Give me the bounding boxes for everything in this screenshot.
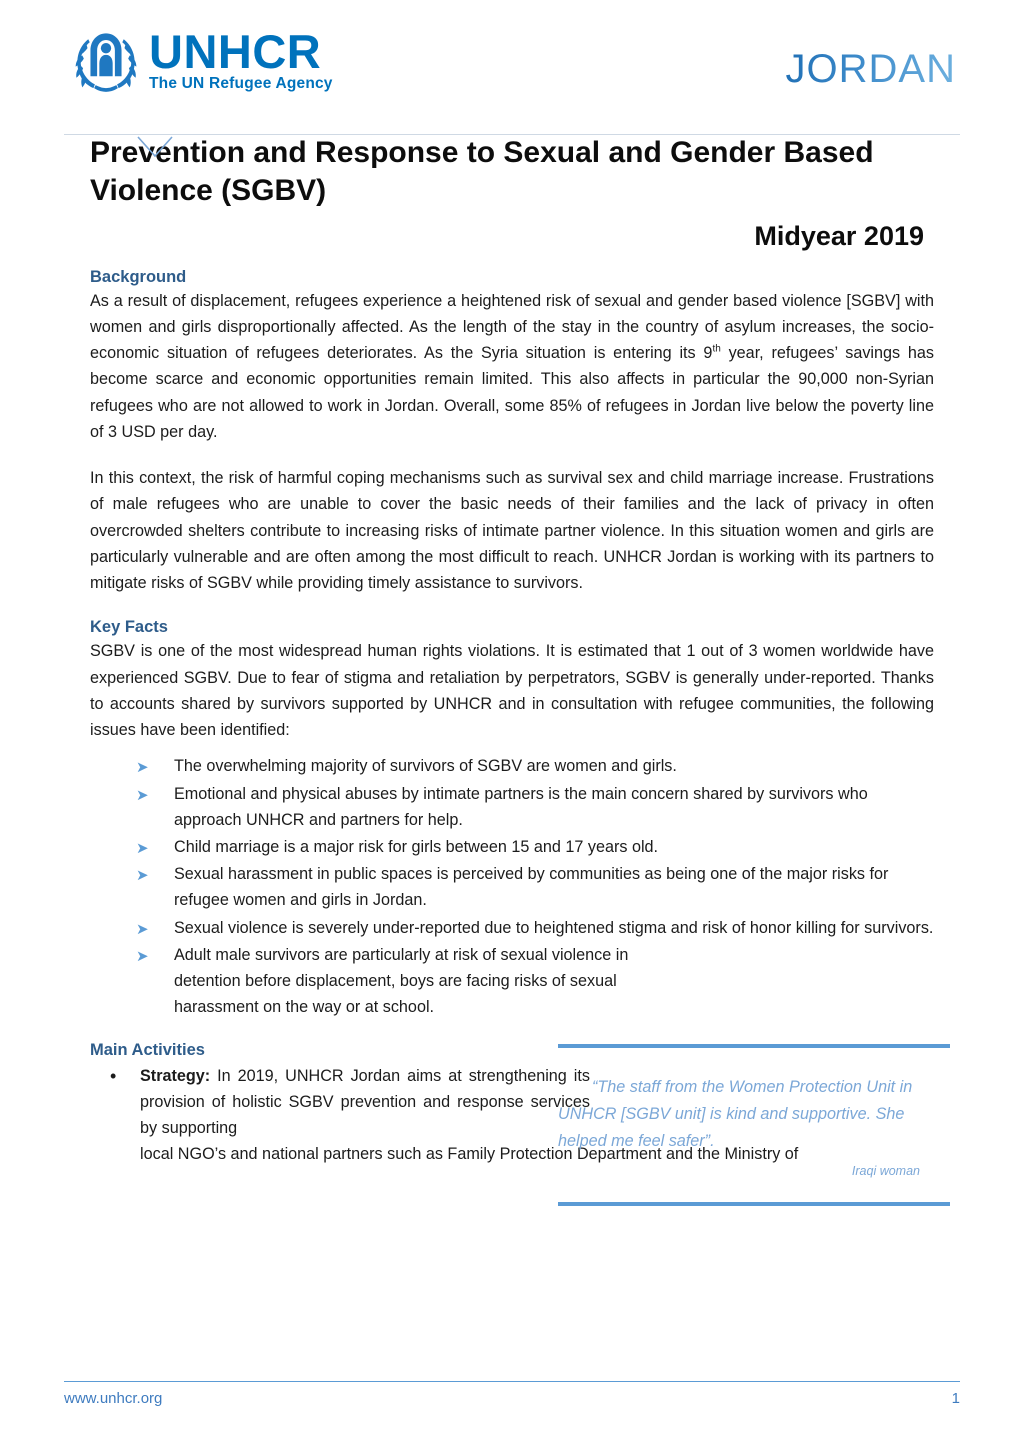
background-paragraph-2: In this context, the risk of harmful coping mechanisms such as survival sex and child marriage increase. Frustrations of male refugees who are unable to cover the basic needs of their families and the lack of privacy in often overcrowded shelters contribute to increasing risks of intimate partner violence. In this situation women and girls are particularly vulnerable and are often among the most difficult to reach. UNHCR Jordan is working with its partners to mitigate risks of SGBV while providing timely assistance to survivors. xyxy=(90,469,934,593)
page-subtitle: Midyear 2019 xyxy=(754,220,924,251)
arrow-bullet-icon: ➤ xyxy=(136,759,149,777)
main-activities-list xyxy=(90,1063,934,1168)
section-heading-background: Background xyxy=(90,267,187,286)
key-facts-list xyxy=(90,753,934,1020)
list-item xyxy=(136,942,629,1021)
list-item-text: Adult male survivors are particularly at risk of sexual violence in detention before displacement, boys are facing risks of sexual harassment on the way or at school. xyxy=(174,945,629,1017)
list-item xyxy=(136,861,934,913)
strategy-label: Strategy: xyxy=(140,1066,211,1085)
page-footer xyxy=(64,1381,960,1408)
logo-tagline-text: The UN Refugee Agency xyxy=(149,75,333,93)
quote-attribution: Iraqi woman xyxy=(851,1163,920,1178)
background-paragraph-1-part-1: As a result of displacement, refugees experience a heightened risk of sexual and gender based violence [SGBV] with women and girls disproportionally affected. As the length of the stay in the country of asylum increases, the socio-economic situation of refugees deteriorates. As the Syria situation is entering its 9 xyxy=(90,291,934,363)
list-item xyxy=(136,781,934,833)
logo-wordmark xyxy=(149,25,333,93)
logo-brand-text: UNHCR xyxy=(149,25,322,79)
background-paragraph-1-part-2: year, refugees’ savings has become scarce and economic opportunities remain limited. This also affects in particular the 90,000 non-Syrian refugees who are not allowed to work in Jordan. Overall, some 85% of refugees in Jordan live below the poverty line of 3 USD per day. xyxy=(90,344,934,441)
quote-bottom-rule xyxy=(558,1202,950,1206)
list-item xyxy=(136,834,934,860)
strategy-text-narrow: In 2019, UNHCR Jordan aims at strengthening its provision of holistic SGBV prevention and response services by supporting xyxy=(140,1066,590,1138)
list-item-text: Emotional and physical abuses by intimate partners is the main concern shared by survivors who approach UNHCR and partners for help. xyxy=(174,784,868,829)
list-item xyxy=(136,915,934,941)
section-heading-key-facts: Key Facts xyxy=(90,618,168,637)
unhcr-logo xyxy=(69,23,333,97)
list-item-text: Sexual harassment in public spaces is perceived by communities as being one of the major risks for refugee women and girls in Jordan. xyxy=(174,865,889,910)
list-item-text: The overwhelming majority of survivors of SGBV are women and girls. xyxy=(174,757,677,776)
page-header xyxy=(64,0,960,112)
arrow-bullet-icon: ➤ xyxy=(136,786,149,804)
section-heading-main-activities: Main Activities xyxy=(90,1040,205,1059)
arrow-bullet-icon: ➤ xyxy=(136,947,149,965)
ordinal-superscript: th xyxy=(712,343,721,355)
arrow-bullet-icon: ➤ xyxy=(136,867,149,885)
arrow-bullet-icon: ➤ xyxy=(136,840,149,857)
key-facts-intro: SGBV is one of the most widespread human rights violations. It is estimated that 1 out of 3 women worldwide have experienced SGBV. Due to fear of stigma and retaliation by perpetrators, SGBV is generally under-reported. Thanks to accounts shared by survivors supported by UNHCR and in consultation with refugee communities, the following issues have been identified: xyxy=(90,642,934,740)
country-title: JORDAN xyxy=(785,46,956,91)
arrow-bullet-icon: ➤ xyxy=(136,920,149,938)
list-item-text: Child marriage is a major risk for girls between 15 and 17 years old. xyxy=(174,838,659,856)
footer-page-number: 1 xyxy=(951,1390,960,1407)
footer-row xyxy=(64,1390,960,1407)
list-item-text: Sexual violence is severely under-reported due to heightened stigma and risk of honor killing for survivors. xyxy=(174,918,934,937)
spacer xyxy=(90,596,934,618)
chevron-down-icon xyxy=(136,136,174,158)
list-item xyxy=(104,1063,934,1168)
document-body xyxy=(64,268,960,1168)
title-area xyxy=(64,134,960,252)
strategy-text-wide: local NGO’s and national partners such as Family Protection Department and the Ministry of xyxy=(140,1145,799,1164)
quote-text: “The staff from the Women Protection Unit in UNHCR [SGBV unit] is kind and supportive. She helped me feel safer”. xyxy=(558,1078,913,1151)
unhcr-emblem-icon xyxy=(69,23,143,97)
header-divider xyxy=(64,134,960,135)
list-item xyxy=(136,753,934,779)
footer-divider xyxy=(64,1381,960,1383)
background-paragraph-1 xyxy=(90,288,934,445)
page-title: Prevention and Response to Sexual and Gender Based Violence (SGBV) xyxy=(90,136,874,208)
footer-website-link[interactable]: www.unhcr.org xyxy=(64,1390,163,1407)
strategy-narrow-block xyxy=(140,1063,590,1142)
dot-bullet-icon: • xyxy=(110,1065,117,1086)
